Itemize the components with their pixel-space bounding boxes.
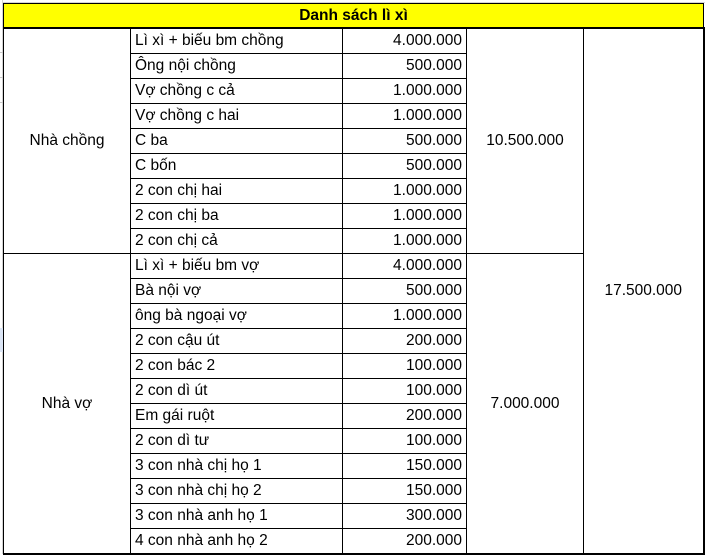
item-amount-cell[interactable]: 1.000.000 (343, 229, 467, 254)
item-label-cell[interactable]: 3 con nhà chị họ 2 (131, 479, 343, 504)
item-label-cell[interactable]: C bốn (131, 154, 343, 179)
item-label-cell[interactable]: 2 con chị ba (131, 204, 343, 229)
gift-money-table (3, 3, 705, 555)
item-label-cell[interactable]: Ông nội chồng (131, 54, 343, 79)
item-label-cell[interactable]: 2 con chị hai (131, 179, 343, 204)
item-amount-cell[interactable]: 300.000 (343, 504, 467, 529)
group-subtotal-cell[interactable]: 7.000.000 (467, 254, 584, 555)
item-amount-cell[interactable]: 500.000 (343, 129, 467, 154)
item-amount-cell[interactable]: 200.000 (343, 329, 467, 354)
item-amount-cell[interactable]: 1.000.000 (343, 179, 467, 204)
item-label-cell[interactable]: 2 con dì út (131, 379, 343, 404)
item-amount-cell[interactable]: 100.000 (343, 379, 467, 404)
item-amount-cell[interactable]: 150.000 (343, 454, 467, 479)
group-name-cell[interactable]: Nhà vợ (4, 254, 131, 555)
item-label-cell[interactable]: 2 con bác 2 (131, 354, 343, 379)
item-amount-cell[interactable]: 1.000.000 (343, 204, 467, 229)
item-amount-cell[interactable]: 1.000.000 (343, 104, 467, 129)
item-label-cell[interactable]: 4 con nhà anh họ 2 (131, 529, 343, 555)
item-amount-cell[interactable]: 150.000 (343, 479, 467, 504)
item-label-cell[interactable]: 3 con nhà anh họ 1 (131, 504, 343, 529)
item-label-cell[interactable]: Vợ chồng c cả (131, 79, 343, 104)
item-label-cell[interactable]: 2 con chị cả (131, 229, 343, 254)
item-label-cell[interactable]: Vợ chồng c hai (131, 104, 343, 129)
item-amount-cell[interactable]: 4.000.000 (343, 28, 467, 54)
item-amount-cell[interactable]: 200.000 (343, 404, 467, 429)
grand-total-cell[interactable]: 17.500.000 (584, 28, 704, 554)
table-row (4, 28, 704, 54)
item-label-cell[interactable]: 3 con nhà chị họ 1 (131, 454, 343, 479)
item-amount-cell[interactable]: 100.000 (343, 354, 467, 379)
item-amount-cell[interactable]: 1.000.000 (343, 79, 467, 104)
item-label-cell[interactable]: Lì xì + biếu bm chồng (131, 28, 343, 54)
item-label-cell[interactable]: 2 con cậu út (131, 329, 343, 354)
item-amount-cell[interactable]: 500.000 (343, 279, 467, 304)
spreadsheet[interactable] (3, 3, 705, 555)
item-label-cell[interactable]: C ba (131, 129, 343, 154)
group-name-cell[interactable]: Nhà chồng (4, 28, 131, 254)
table-title[interactable]: Danh sách lì xì (4, 4, 704, 29)
item-label-cell[interactable]: Em gái ruột (131, 404, 343, 429)
item-amount-cell[interactable]: 500.000 (343, 154, 467, 179)
item-label-cell[interactable]: Lì xì + biếu bm vợ (131, 254, 343, 279)
item-label-cell[interactable]: 2 con dì tư (131, 429, 343, 454)
item-amount-cell[interactable]: 500.000 (343, 54, 467, 79)
item-amount-cell[interactable]: 200.000 (343, 529, 467, 555)
item-amount-cell[interactable]: 1.000.000 (343, 304, 467, 329)
group-subtotal-cell[interactable]: 10.500.000 (467, 28, 584, 254)
item-amount-cell[interactable]: 4.000.000 (343, 254, 467, 279)
item-label-cell[interactable]: Bà nội vợ (131, 279, 343, 304)
item-label-cell[interactable]: ông bà ngoại vợ (131, 304, 343, 329)
item-amount-cell[interactable]: 100.000 (343, 429, 467, 454)
